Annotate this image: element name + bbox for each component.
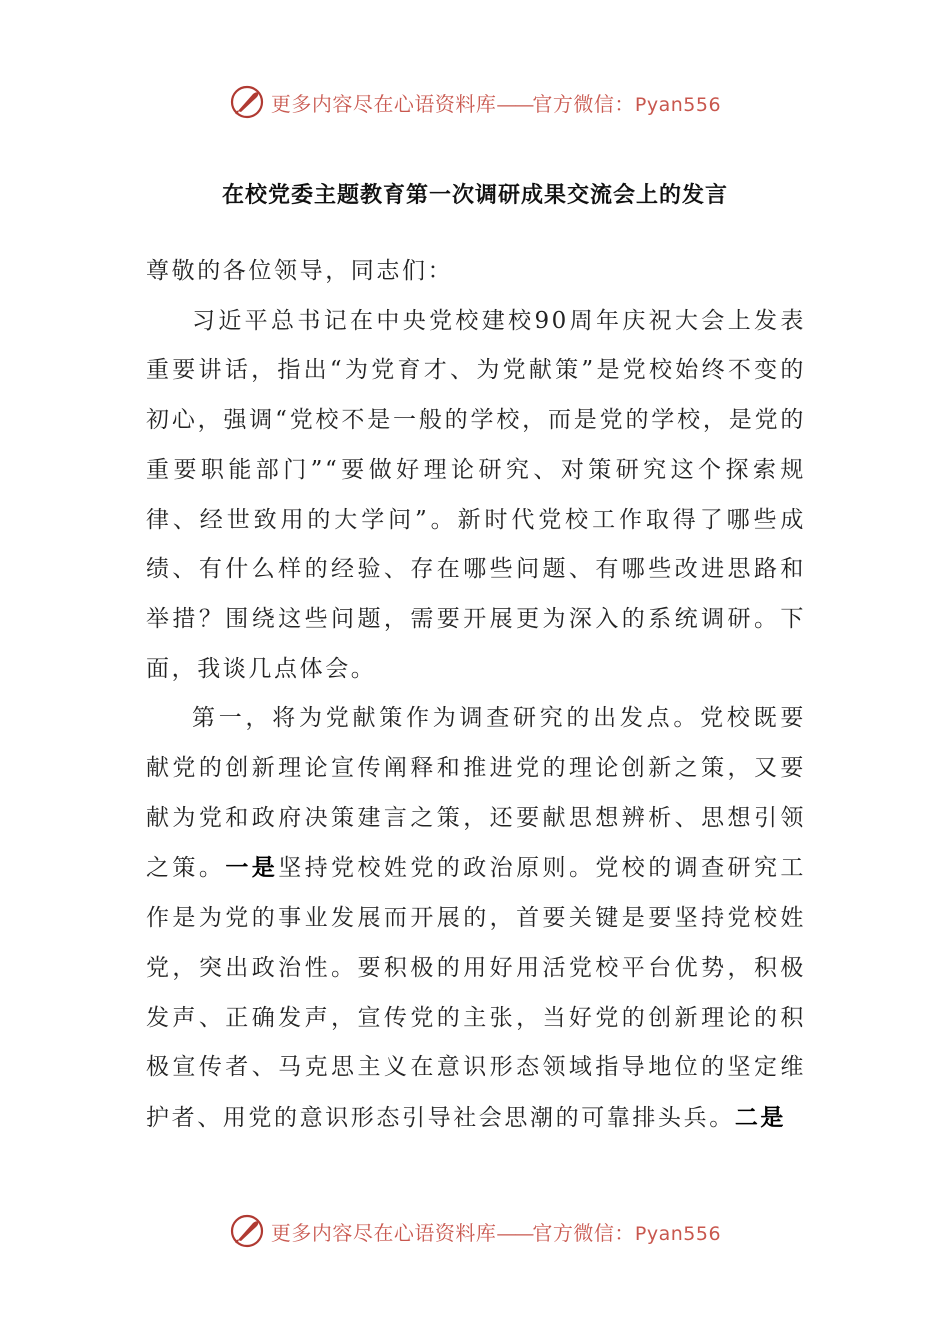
paragraph-2-intro: 第一，将为党献策作为调查研究的出发点。党校既要献党的创新理论宣传阐释和推进党的理论创新之策，又要献为党和政府决策建言之策，还要献思想辨析、思想引领之策。: [146, 705, 806, 882]
banner-wechat-label: 官方微信：: [532, 1220, 635, 1245]
point-1-label: 一是: [225, 854, 279, 882]
banner-text: [271, 88, 721, 117]
quill-logo-icon: [229, 84, 265, 120]
banner-site-text: 更多内容尽在心语资料库: [270, 1220, 497, 1245]
banner-dash: ——: [496, 91, 533, 116]
banner-text: [271, 1217, 721, 1246]
paragraph-2: [146, 694, 806, 1143]
point-1-text: 坚持党校姓党的政治原则。党校的调查研究工作是为党的事业发展而开展的，首要关键是要坚持党校姓党，突出政治性。要积极的用好用活党校平台优势，积极发声、正确发声，宣传党的主张，当好党的创新理论的积极宣传者、马克思主义在意识形态领域指导地位的坚定维护者、用党的意识形态引导社会思潮的可靠排头兵。: [146, 855, 807, 1131]
quill-logo-icon: [229, 1213, 265, 1249]
banner-wechat-label: 官方微信：: [532, 91, 635, 116]
document-body: [146, 247, 806, 1144]
salutation: 尊敬的各位领导，同志们：: [146, 258, 454, 284]
point-2-label: 二是: [734, 1103, 787, 1131]
paragraph-1: 习近平总书记在中央党校建校90周年庆祝大会上发表重要讲话，指出“为党育才、为党献策”是党校始终不变的初心，强调“党校不是一般的学校，而是党的学校，是党的重要职能部门”“要做好理论研究、对策研究这个探索规律、经世致用的大学问”。新时代党校工作取得了哪些成绩、有什么样的经验、存在哪些问题、有哪些改进思路和举措？围绕这些问题，需要开展更为深入的系统调研。下面，我谈几点体会。: [146, 307, 806, 682]
document-title: 在校党委主题教育第一次调研成果交流会上的发言: [221, 183, 728, 208]
banner-dash: ——: [496, 1220, 533, 1245]
header-banner: [0, 82, 950, 122]
banner-wechat-id: Pyan556: [634, 93, 722, 116]
banner-site-text: 更多内容尽在心语资料库: [270, 91, 497, 116]
footer-banner: [0, 1211, 950, 1251]
banner-wechat-id: Pyan556: [634, 1222, 722, 1245]
